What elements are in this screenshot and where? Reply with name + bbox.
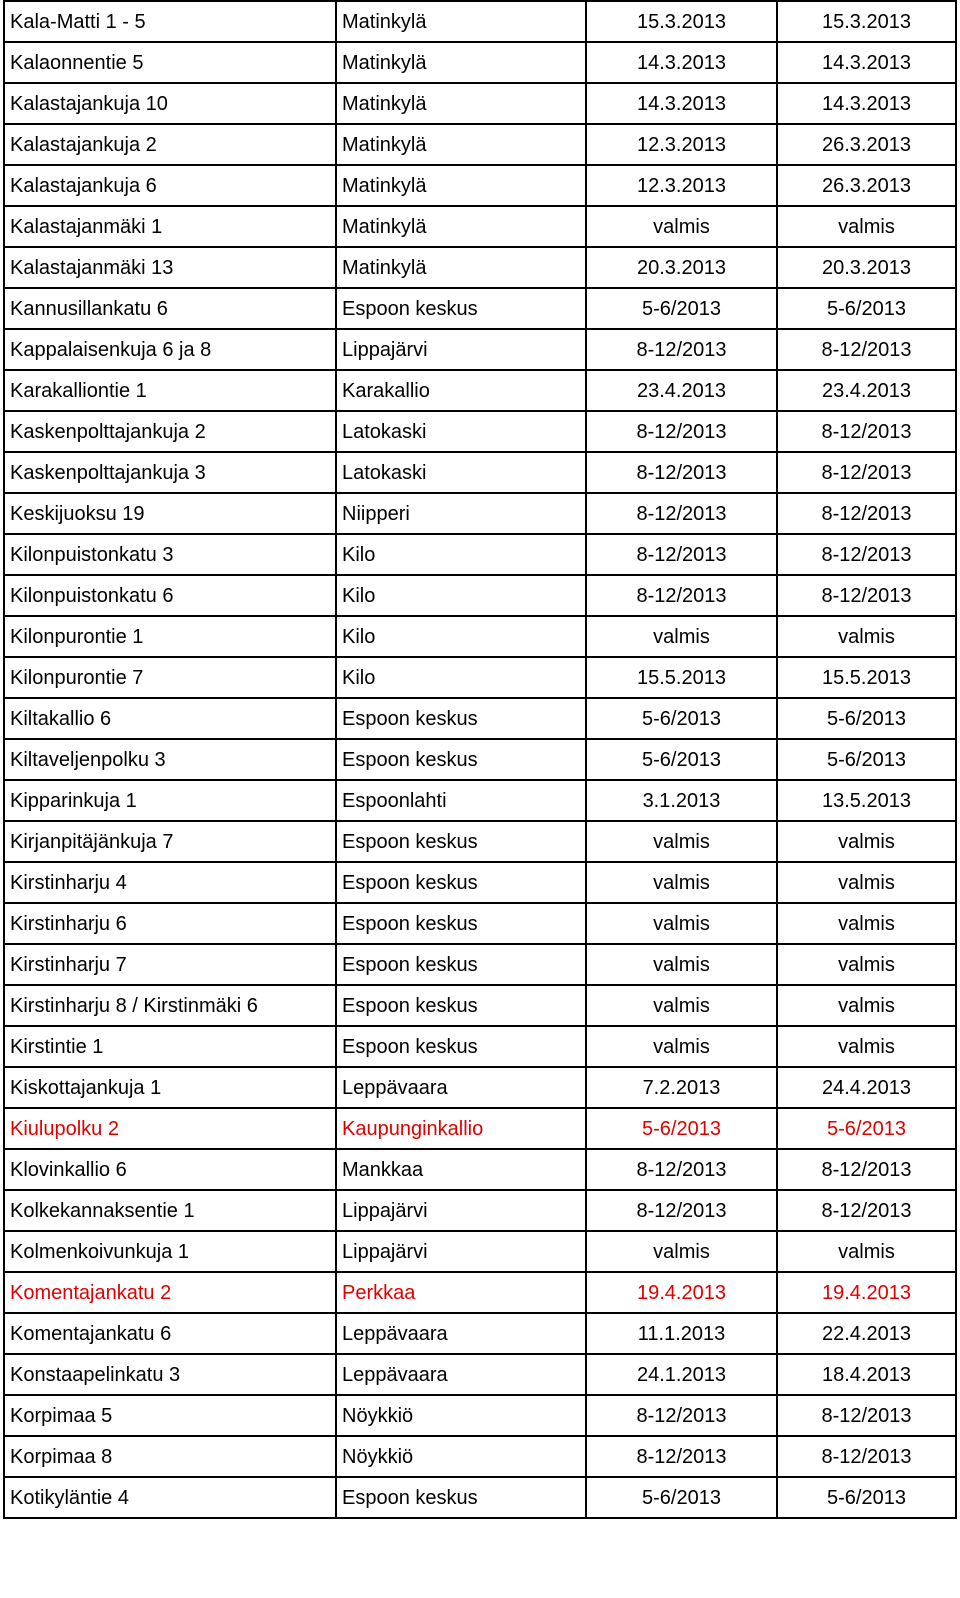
date1-cell: valmis [586,1026,777,1067]
table-row [4,411,956,452]
area-cell: Nöykkiö [336,1395,586,1436]
date1-cell: valmis [586,862,777,903]
date1-cell: 14.3.2013 [586,42,777,83]
address-cell: Keskijuoksu 19 [4,493,336,534]
date1-cell: 5-6/2013 [586,1477,777,1518]
date2-cell: 8-12/2013 [777,329,956,370]
address-cell: Kirstinharju 8 / Kirstinmäki 6 [4,985,336,1026]
date1-cell: 8-12/2013 [586,493,777,534]
date1-cell: 8-12/2013 [586,1149,777,1190]
address-cell: Kiulupolku 2 [4,1108,336,1149]
table-row [4,370,956,411]
date2-cell: valmis [777,616,956,657]
date1-cell: 5-6/2013 [586,739,777,780]
date1-cell: valmis [586,903,777,944]
address-cell: Kolkekannaksentie 1 [4,1190,336,1231]
date1-cell: valmis [586,616,777,657]
date1-cell: 14.3.2013 [586,83,777,124]
date2-cell: 14.3.2013 [777,83,956,124]
date1-cell: 5-6/2013 [586,1108,777,1149]
table-row [4,534,956,575]
table-row [4,452,956,493]
address-cell: Kalastajanmäki 13 [4,247,336,288]
area-cell: Espoon keskus [336,862,586,903]
date2-cell: 5-6/2013 [777,288,956,329]
date1-cell: 8-12/2013 [586,411,777,452]
address-cell: Kilonpurontie 7 [4,657,336,698]
table-row [4,575,956,616]
table-row [4,1313,956,1354]
area-cell: Karakallio [336,370,586,411]
date2-cell: 8-12/2013 [777,411,956,452]
date2-cell: 8-12/2013 [777,1436,956,1477]
address-cell: Kirstinharju 7 [4,944,336,985]
area-cell: Kaupunginkallio [336,1108,586,1149]
date1-cell: 23.4.2013 [586,370,777,411]
date2-cell: 22.4.2013 [777,1313,956,1354]
area-cell: Matinkylä [336,1,586,42]
date2-cell: 8-12/2013 [777,575,956,616]
date2-cell: 19.4.2013 [777,1272,956,1313]
address-cell: Korpimaa 8 [4,1436,336,1477]
table-row [4,739,956,780]
table-row [4,985,956,1026]
date2-cell: valmis [777,206,956,247]
area-cell: Latokaski [336,411,586,452]
address-cell: Kiltakallio 6 [4,698,336,739]
date2-cell: 23.4.2013 [777,370,956,411]
area-cell: Espoon keskus [336,1026,586,1067]
date2-cell: 8-12/2013 [777,452,956,493]
area-cell: Leppävaara [336,1067,586,1108]
address-cell: Kiskottajankuja 1 [4,1067,336,1108]
area-cell: Espoon keskus [336,944,586,985]
table-row [4,780,956,821]
date2-cell: 8-12/2013 [777,534,956,575]
table-row [4,903,956,944]
address-cell: Kirstinharju 6 [4,903,336,944]
area-cell: Espoon keskus [336,1477,586,1518]
date1-cell: valmis [586,1231,777,1272]
table-row [4,1395,956,1436]
table-row [4,83,956,124]
area-cell: Latokaski [336,452,586,493]
address-cell: Kilonpuistonkatu 3 [4,534,336,575]
table-row [4,1149,956,1190]
area-cell: Espoonlahti [336,780,586,821]
table-row [4,1477,956,1518]
date1-cell: valmis [586,206,777,247]
table-row [4,1231,956,1272]
table-row [4,1354,956,1395]
area-cell: Espoon keskus [336,288,586,329]
address-cell: Kala-Matti 1 - 5 [4,1,336,42]
table-row [4,862,956,903]
area-cell: Lippajärvi [336,329,586,370]
table-row [4,698,956,739]
table-row [4,1108,956,1149]
table-row [4,821,956,862]
area-cell: Espoon keskus [336,739,586,780]
date1-cell: valmis [586,944,777,985]
date2-cell: 15.3.2013 [777,1,956,42]
table-row [4,493,956,534]
table-row [4,206,956,247]
date2-cell: 26.3.2013 [777,165,956,206]
area-cell: Espoon keskus [336,903,586,944]
address-cell: Kalaonnentie 5 [4,42,336,83]
area-cell: Perkkaa [336,1272,586,1313]
area-cell: Matinkylä [336,165,586,206]
table-body [4,1,956,1518]
table-row [4,124,956,165]
area-cell: Espoon keskus [336,985,586,1026]
area-cell: Lippajärvi [336,1231,586,1272]
address-cell: Kirjanpitäjänkuja 7 [4,821,336,862]
area-cell: Matinkylä [336,42,586,83]
address-cell: Kipparinkuja 1 [4,780,336,821]
date2-cell: 20.3.2013 [777,247,956,288]
address-cell: Kiltaveljenpolku 3 [4,739,336,780]
date1-cell: 12.3.2013 [586,124,777,165]
date1-cell: 8-12/2013 [586,452,777,493]
area-cell: Matinkylä [336,206,586,247]
address-cell: Komentajankatu 2 [4,1272,336,1313]
address-cell: Kilonpuistonkatu 6 [4,575,336,616]
date1-cell: 19.4.2013 [586,1272,777,1313]
address-cell: Korpimaa 5 [4,1395,336,1436]
area-cell: Kilo [336,616,586,657]
date2-cell: 26.3.2013 [777,124,956,165]
date2-cell: 14.3.2013 [777,42,956,83]
table-row [4,657,956,698]
schedule-table [3,0,957,1519]
area-cell: Mankkaa [336,1149,586,1190]
date2-cell: 5-6/2013 [777,1108,956,1149]
table-row [4,1026,956,1067]
date2-cell: 8-12/2013 [777,493,956,534]
date1-cell: 8-12/2013 [586,329,777,370]
date1-cell: 7.2.2013 [586,1067,777,1108]
table-row [4,1272,956,1313]
address-cell: Kotikyläntie 4 [4,1477,336,1518]
address-cell: Kolmenkoivunkuja 1 [4,1231,336,1272]
address-cell: Kalastajankuja 10 [4,83,336,124]
area-cell: Nöykkiö [336,1436,586,1477]
area-cell: Matinkylä [336,247,586,288]
date2-cell: 5-6/2013 [777,698,956,739]
date1-cell: 15.3.2013 [586,1,777,42]
area-cell: Matinkylä [336,124,586,165]
date2-cell: valmis [777,821,956,862]
date1-cell: 3.1.2013 [586,780,777,821]
table-row [4,247,956,288]
address-cell: Kirstintie 1 [4,1026,336,1067]
area-cell: Kilo [336,575,586,616]
area-cell: Espoon keskus [336,698,586,739]
date1-cell: 5-6/2013 [586,698,777,739]
table-row [4,42,956,83]
table-row [4,616,956,657]
address-cell: Kaskenpolttajankuja 3 [4,452,336,493]
date1-cell: 15.5.2013 [586,657,777,698]
address-cell: Kalastajankuja 2 [4,124,336,165]
date1-cell: 24.1.2013 [586,1354,777,1395]
address-cell: Komentajankatu 6 [4,1313,336,1354]
area-cell: Espoon keskus [336,821,586,862]
date2-cell: 18.4.2013 [777,1354,956,1395]
table-row [4,1067,956,1108]
date2-cell: valmis [777,985,956,1026]
date2-cell: valmis [777,1231,956,1272]
date1-cell: 20.3.2013 [586,247,777,288]
table-row [4,1436,956,1477]
area-cell: Kilo [336,534,586,575]
date1-cell: 8-12/2013 [586,534,777,575]
date1-cell: 12.3.2013 [586,165,777,206]
date2-cell: valmis [777,1026,956,1067]
date1-cell: 8-12/2013 [586,1395,777,1436]
table-row [4,1190,956,1231]
address-cell: Kappalaisenkuja 6 ja 8 [4,329,336,370]
table-row [4,165,956,206]
address-cell: Kilonpurontie 1 [4,616,336,657]
date1-cell: 8-12/2013 [586,1436,777,1477]
address-cell: Kirstinharju 4 [4,862,336,903]
address-cell: Konstaapelinkatu 3 [4,1354,336,1395]
date2-cell: 5-6/2013 [777,739,956,780]
date2-cell: 5-6/2013 [777,1477,956,1518]
address-cell: Kalastajankuja 6 [4,165,336,206]
date1-cell: 8-12/2013 [586,1190,777,1231]
table-row [4,288,956,329]
area-cell: Matinkylä [336,83,586,124]
date2-cell: valmis [777,862,956,903]
area-cell: Leppävaara [336,1313,586,1354]
date1-cell: valmis [586,985,777,1026]
area-cell: Lippajärvi [336,1190,586,1231]
area-cell: Niipperi [336,493,586,534]
date1-cell: 11.1.2013 [586,1313,777,1354]
date1-cell: 5-6/2013 [586,288,777,329]
table-row [4,329,956,370]
date2-cell: 8-12/2013 [777,1149,956,1190]
table-row [4,1,956,42]
address-cell: Karakalliontie 1 [4,370,336,411]
address-cell: Kaskenpolttajankuja 2 [4,411,336,452]
date2-cell: 24.4.2013 [777,1067,956,1108]
table-row [4,944,956,985]
date2-cell: 8-12/2013 [777,1190,956,1231]
address-cell: Kalastajanmäki 1 [4,206,336,247]
date2-cell: 13.5.2013 [777,780,956,821]
address-cell: Kannusillankatu 6 [4,288,336,329]
date2-cell: valmis [777,944,956,985]
date1-cell: 8-12/2013 [586,575,777,616]
date1-cell: valmis [586,821,777,862]
date2-cell: 15.5.2013 [777,657,956,698]
date2-cell: valmis [777,903,956,944]
area-cell: Kilo [336,657,586,698]
date2-cell: 8-12/2013 [777,1395,956,1436]
area-cell: Leppävaara [336,1354,586,1395]
address-cell: Klovinkallio 6 [4,1149,336,1190]
